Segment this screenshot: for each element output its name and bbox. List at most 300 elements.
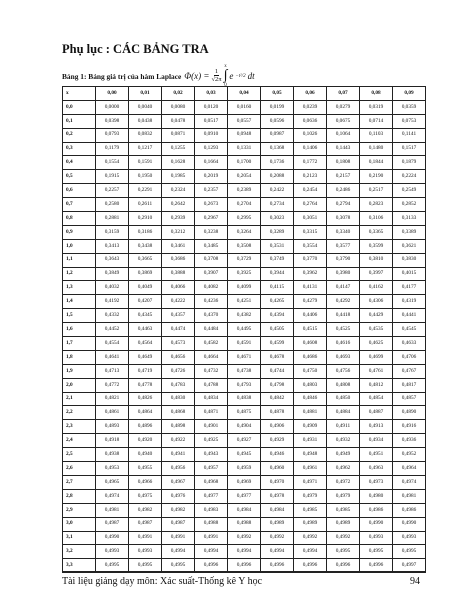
table-cell: 0,4988 — [228, 517, 261, 531]
table-row — [63, 420, 426, 434]
table-cell: 0,4996 — [228, 559, 261, 573]
table-cell: 0,4996 — [327, 559, 360, 573]
table-cell: 0,4382 — [228, 309, 261, 323]
table-cell: 0,4406 — [294, 309, 327, 323]
table-cell: 0,4279 — [294, 295, 327, 309]
table-cell: 0,4972 — [327, 475, 360, 489]
table-cell: 0,4429 — [360, 309, 393, 323]
table-cell: 0,4846 — [294, 392, 327, 406]
table-cell: 0,3997 — [360, 267, 393, 281]
table-cell: 0,4961 — [294, 462, 327, 476]
row-header-x: 2,9 — [63, 503, 96, 517]
formula-fraction — [211, 69, 221, 84]
table-cell: 0,4147 — [327, 281, 360, 295]
table-cell: 0,4940 — [129, 448, 162, 462]
table-cell: 0,4993 — [96, 545, 129, 559]
table-cell: 0,4934 — [360, 434, 393, 448]
table-cell: 0,4772 — [96, 378, 129, 392]
formula-lhs: Φ(x) = — [184, 71, 210, 81]
table-cell: 0,4625 — [360, 337, 393, 351]
table-cell: 0,2357 — [195, 184, 228, 198]
table-cell: 0,0596 — [261, 114, 294, 128]
table-cell: 0,2422 — [261, 184, 294, 198]
table-cell: 0,4767 — [393, 364, 426, 378]
table-cell: 0,4992 — [327, 531, 360, 545]
table-cell: 0,0438 — [129, 114, 162, 128]
table-body — [63, 100, 426, 572]
row-header-x: 0,2 — [63, 128, 96, 142]
table-cell: 0,4969 — [228, 475, 261, 489]
formula-dt: dt — [247, 71, 255, 81]
table-cell: 0,4909 — [294, 420, 327, 434]
table-cell: 0,4394 — [261, 309, 294, 323]
table-cell: 0,4649 — [129, 350, 162, 364]
table-cell: 0,4783 — [162, 378, 195, 392]
column-header: 0,09 — [393, 87, 426, 101]
table-cell: 0,3729 — [228, 253, 261, 267]
table-cell: 0,4974 — [393, 475, 426, 489]
row-header-x: 2,4 — [63, 434, 96, 448]
table-cell: 0,4956 — [162, 462, 195, 476]
table-cell: 0,4967 — [162, 475, 195, 489]
table-cell: 0,4292 — [327, 295, 360, 309]
table-cell: 0,4525 — [327, 323, 360, 337]
table-cell: 0,0199 — [261, 100, 294, 114]
table-cell: 0,4788 — [195, 378, 228, 392]
table-cell: 0,1064 — [327, 128, 360, 142]
row-header-x: 2,0 — [63, 378, 96, 392]
table-cell: 0,3438 — [129, 239, 162, 253]
table-cell: 0,4920 — [129, 434, 162, 448]
laplace-table — [62, 86, 426, 573]
table-cell: 0,4990 — [360, 517, 393, 531]
table-cell: 0,4049 — [129, 281, 162, 295]
table-cell: 0,1480 — [360, 142, 393, 156]
table-cell: 0,1985 — [162, 170, 195, 184]
exp-power: −t²/2 — [235, 73, 246, 79]
table-cell: 0,3023 — [261, 212, 294, 226]
row-header-x: 1,0 — [63, 239, 96, 253]
table-cell: 0,4918 — [96, 434, 129, 448]
table-cell: 0,4744 — [261, 364, 294, 378]
table-cell: 0,1950 — [129, 170, 162, 184]
row-header-x: 0,7 — [63, 198, 96, 212]
table-header-row — [63, 87, 426, 101]
table-cell: 0,0319 — [360, 100, 393, 114]
table-cell: 0,3289 — [261, 225, 294, 239]
table-cell: 0,4678 — [261, 350, 294, 364]
table-cell: 0,4965 — [96, 475, 129, 489]
table-row — [63, 156, 426, 170]
table-cell: 0,4838 — [228, 392, 261, 406]
table-cell: 0,4979 — [294, 489, 327, 503]
table-cell: 0,4989 — [327, 517, 360, 531]
row-header-x: 0,9 — [63, 225, 96, 239]
row-header-x: 2,8 — [63, 489, 96, 503]
row-header-x: 1,1 — [63, 253, 96, 267]
table-cell: 0,0080 — [162, 100, 195, 114]
table-cell: 0,4901 — [195, 420, 228, 434]
page-title: Phụ lục : CÁC BẢNG TRA — [62, 42, 209, 56]
table-cell: 0,4979 — [327, 489, 360, 503]
table-cell: 0,3159 — [96, 225, 129, 239]
table-cell: 0,4943 — [195, 448, 228, 462]
table-cell: 0,4968 — [195, 475, 228, 489]
table-cell: 0,4871 — [195, 406, 228, 420]
table-cell: 0,4993 — [393, 531, 426, 545]
table-cell: 0,4982 — [162, 503, 195, 517]
table-cell: 0,4931 — [294, 434, 327, 448]
table-cell: 0,2019 — [195, 170, 228, 184]
table-cell: 0,3686 — [162, 253, 195, 267]
table-cell: 0,0517 — [195, 114, 228, 128]
row-header-x: 1,2 — [63, 267, 96, 281]
row-header-x: 2,6 — [63, 462, 96, 476]
table-cell: 0,4995 — [360, 545, 393, 559]
table-cell: 0,4990 — [96, 531, 129, 545]
table-cell: 0,0832 — [129, 128, 162, 142]
table-row — [63, 378, 426, 392]
table-cell: 0,4332 — [96, 309, 129, 323]
row-header-x: 1,4 — [63, 295, 96, 309]
table-cell: 0,1103 — [360, 128, 393, 142]
row-header-x: 0,4 — [63, 156, 96, 170]
table-cell: 0,3264 — [228, 225, 261, 239]
table-cell: 0,4932 — [327, 434, 360, 448]
table-cell: 0,4452 — [96, 323, 129, 337]
table-row — [63, 517, 426, 531]
table-cell: 0,4995 — [96, 559, 129, 573]
table-cell: 0,4993 — [360, 531, 393, 545]
table-row — [63, 114, 426, 128]
table-cell: 0,4986 — [360, 503, 393, 517]
row-header-x: 3,1 — [63, 531, 96, 545]
table-cell: 0,0793 — [96, 128, 129, 142]
column-header: 0,04 — [228, 87, 261, 101]
table-cell: 0,4082 — [195, 281, 228, 295]
table-cell: 0,4922 — [162, 434, 195, 448]
table-cell: 0,2823 — [360, 198, 393, 212]
table-cell: 0,3944 — [261, 267, 294, 281]
row-header-x: 0,8 — [63, 212, 96, 226]
row-header-x: 3,3 — [63, 559, 96, 573]
table-cell: 0,4987 — [96, 517, 129, 531]
table-cell: 0,4994 — [294, 545, 327, 559]
table-cell: 0,4976 — [162, 489, 195, 503]
table-cell: 0,1915 — [96, 170, 129, 184]
table-cell: 0,4793 — [228, 378, 261, 392]
row-header-x: 1,6 — [63, 323, 96, 337]
table-cell: 0,0987 — [261, 128, 294, 142]
row-header-x: 1,3 — [63, 281, 96, 295]
table-cell: 0,1772 — [294, 156, 327, 170]
table-cell: 0,3621 — [393, 239, 426, 253]
table-cell: 0,3186 — [129, 225, 162, 239]
table-cell: 0,4868 — [162, 406, 195, 420]
table-cell: 0,3554 — [294, 239, 327, 253]
table-cell: 0,4564 — [129, 337, 162, 351]
row-header-x: 1,8 — [63, 350, 96, 364]
table-cell: 0,4842 — [261, 392, 294, 406]
table-cell: 0,2291 — [129, 184, 162, 198]
table-cell: 0,4925 — [195, 434, 228, 448]
table-cell: 0,4984 — [228, 503, 261, 517]
table-cell: 0,4970 — [261, 475, 294, 489]
table-cell: 0,4834 — [195, 392, 228, 406]
table-cell: 0,2190 — [360, 170, 393, 184]
table-cell: 0,4990 — [393, 517, 426, 531]
table-cell: 0,4981 — [393, 489, 426, 503]
table-cell: 0,4803 — [294, 378, 327, 392]
table-cell: 0,4778 — [129, 378, 162, 392]
table-cell: 0,0871 — [162, 128, 195, 142]
table-row — [63, 406, 426, 420]
integral-upper: x — [224, 64, 227, 69]
table-cell: 0,4994 — [162, 545, 195, 559]
table-cell: 0,4987 — [129, 517, 162, 531]
table-cell: 0,4987 — [162, 517, 195, 531]
page-number: 94 — [410, 576, 420, 587]
table-cell: 0,4573 — [162, 337, 195, 351]
table-cell: 0,4798 — [261, 378, 294, 392]
table-cell: 0,0636 — [294, 114, 327, 128]
table-cell: 0,2123 — [294, 170, 327, 184]
footer-text: Tài liệu giảng dạy môn: Xác suất-Thống kê Y học — [62, 576, 263, 587]
table-cell: 0,4977 — [195, 489, 228, 503]
table-cell: 0,4817 — [393, 378, 426, 392]
fraction-numerator: 1 — [214, 67, 219, 75]
table-cell: 0,4995 — [393, 545, 426, 559]
row-header-x: 2,3 — [63, 420, 96, 434]
table-cell: 0,4370 — [195, 309, 228, 323]
table-cell: 0,4864 — [129, 406, 162, 420]
table-cell: 0,4608 — [294, 337, 327, 351]
table-cell: 0,4032 — [96, 281, 129, 295]
table-cell: 0,4985 — [327, 503, 360, 517]
column-header: 0,05 — [261, 87, 294, 101]
table-cell: 0,4441 — [393, 309, 426, 323]
table-cell: 0,4989 — [261, 517, 294, 531]
table-cell: 0,4994 — [228, 545, 261, 559]
table-cell: 0,4664 — [195, 350, 228, 364]
integral-symbol: ∫ — [223, 68, 228, 83]
table-row — [63, 184, 426, 198]
table-cell: 0,0714 — [360, 114, 393, 128]
row-header-x: 1,7 — [63, 337, 96, 351]
table-cell: 0,4582 — [195, 337, 228, 351]
table-cell: 0,1628 — [162, 156, 195, 170]
table-cell: 0,4265 — [261, 295, 294, 309]
table-cell: 0,0948 — [228, 128, 261, 142]
table-cell: 0,2224 — [393, 170, 426, 184]
table-cell: 0,4099 — [228, 281, 261, 295]
table-cell: 0,4994 — [195, 545, 228, 559]
table-cell: 0,4236 — [195, 295, 228, 309]
table-cell: 0,2054 — [228, 170, 261, 184]
table-cell: 0,4966 — [129, 475, 162, 489]
table-cell: 0,3485 — [195, 239, 228, 253]
table-row — [63, 128, 426, 142]
table-cell: 0,4936 — [393, 434, 426, 448]
table-cell: 0,4686 — [294, 350, 327, 364]
row-header-x: 2,1 — [63, 392, 96, 406]
table-cell: 0,4992 — [228, 531, 261, 545]
table-cell: 0,4995 — [129, 559, 162, 573]
table-cell: 0,4830 — [162, 392, 195, 406]
table-cell: 0,2794 — [327, 198, 360, 212]
table-row — [63, 295, 426, 309]
row-header-x: 3,2 — [63, 545, 96, 559]
table-cell: 0,4656 — [162, 350, 195, 364]
table-cell: 0,0359 — [393, 100, 426, 114]
table-cell: 0,4911 — [327, 420, 360, 434]
table-cell: 0,3238 — [195, 225, 228, 239]
table-cell: 0,4955 — [129, 462, 162, 476]
table-cell: 0,4941 — [162, 448, 195, 462]
exp-base: e — [229, 71, 234, 81]
row-header-x: 1,5 — [63, 309, 96, 323]
table-cell: 0,4896 — [129, 420, 162, 434]
table-cell: 0,4641 — [96, 350, 129, 364]
table-cell: 0,2642 — [162, 198, 195, 212]
table-row — [63, 350, 426, 364]
table-cell: 0,4959 — [228, 462, 261, 476]
table-cell: 0,3133 — [393, 212, 426, 226]
table-cell: 0,0675 — [327, 114, 360, 128]
table-row — [63, 475, 426, 489]
table-cell: 0,1368 — [261, 142, 294, 156]
table-cell: 0,1808 — [327, 156, 360, 170]
table-cell: 0,3340 — [327, 225, 360, 239]
table-cell: 0,3888 — [162, 267, 195, 281]
table-cell: 0,4495 — [228, 323, 261, 337]
row-header-x: 2,7 — [63, 475, 96, 489]
table-cell: 0,4906 — [261, 420, 294, 434]
table-cell: 0,1700 — [228, 156, 261, 170]
table-cell: 0,4992 — [294, 531, 327, 545]
table-cell: 0,4916 — [393, 420, 426, 434]
table-row — [63, 212, 426, 226]
table-row — [63, 253, 426, 267]
table-cell: 0,2389 — [228, 184, 261, 198]
table-cell: 0,3962 — [294, 267, 327, 281]
table-cell: 0,4996 — [360, 559, 393, 573]
column-header: 0,01 — [129, 87, 162, 101]
table-cell: 0,1026 — [294, 128, 327, 142]
table-cell: 0,3770 — [294, 253, 327, 267]
table-cell: 0,3212 — [162, 225, 195, 239]
integral-lower: 0 — [224, 83, 227, 88]
table-cell: 0,1293 — [195, 142, 228, 156]
table-cell: 0,1141 — [393, 128, 426, 142]
table-cell: 0,3925 — [228, 267, 261, 281]
table-cell: 0,4984 — [261, 503, 294, 517]
table-cell: 0,2704 — [228, 198, 261, 212]
table-cell: 0,4994 — [261, 545, 294, 559]
table-cell: 0,3051 — [294, 212, 327, 226]
table-cell: 0,4812 — [360, 378, 393, 392]
table-cell: 0,3508 — [228, 239, 261, 253]
table-cell: 0,4750 — [294, 364, 327, 378]
row-header-x: 0,1 — [63, 114, 96, 128]
table-cell: 0,3849 — [96, 267, 129, 281]
table-cell: 0,4929 — [261, 434, 294, 448]
table-cell: 0,2486 — [327, 184, 360, 198]
row-header-x: 0,3 — [63, 142, 96, 156]
table-cell: 0,4192 — [96, 295, 129, 309]
table-cell: 0,4719 — [129, 364, 162, 378]
column-header: 0,08 — [360, 87, 393, 101]
table-cell: 0,3790 — [327, 253, 360, 267]
table-cell: 0,1217 — [129, 142, 162, 156]
table-cell: 0,4545 — [393, 323, 426, 337]
table-cell: 0,4177 — [393, 281, 426, 295]
table-row — [63, 434, 426, 448]
table-cell: 0,3315 — [294, 225, 327, 239]
table-cell: 0,4981 — [96, 503, 129, 517]
table-cell: 0,4951 — [360, 448, 393, 462]
table-cell: 0,2580 — [96, 198, 129, 212]
table-row — [63, 309, 426, 323]
table-cell: 0,4732 — [195, 364, 228, 378]
table-cell: 0,4904 — [228, 420, 261, 434]
table-cell: 0,2257 — [96, 184, 129, 198]
table-cell: 0,0000 — [96, 100, 129, 114]
table-cell: 0,4131 — [294, 281, 327, 295]
table-cell: 0,4957 — [195, 462, 228, 476]
table-cell: 0,3980 — [327, 267, 360, 281]
column-header-x: x — [63, 87, 96, 101]
table-cell: 0,0120 — [195, 100, 228, 114]
footer-rule — [62, 571, 426, 572]
integral-limits — [224, 64, 228, 88]
table-cell: 0,4671 — [228, 350, 261, 364]
table-cell: 0,2611 — [129, 198, 162, 212]
table-cell: 0,0478 — [162, 114, 195, 128]
table-cell: 0,2764 — [294, 198, 327, 212]
table-cell: 0,4985 — [294, 503, 327, 517]
table-cell: 0,4938 — [96, 448, 129, 462]
table-cell: 0,0398 — [96, 114, 129, 128]
table-cell: 0,4992 — [261, 531, 294, 545]
table-row — [63, 170, 426, 184]
table-cell: 0,0160 — [228, 100, 261, 114]
table-cell: 0,1331 — [228, 142, 261, 156]
table-cell: 0,4991 — [129, 531, 162, 545]
table-cell: 0,4962 — [327, 462, 360, 476]
table-cell: 0,3078 — [327, 212, 360, 226]
table-row — [63, 364, 426, 378]
table-cell: 0,2517 — [360, 184, 393, 198]
table-cell: 0,4756 — [327, 364, 360, 378]
table-cell: 0,2324 — [162, 184, 195, 198]
table-cell: 0,3599 — [360, 239, 393, 253]
table-row — [63, 225, 426, 239]
table-cell: 0,4854 — [360, 392, 393, 406]
table-cell: 0,4991 — [195, 531, 228, 545]
table-cell: 0,4991 — [162, 531, 195, 545]
table-cell: 0,1736 — [261, 156, 294, 170]
table-cell: 0,1517 — [393, 142, 426, 156]
table-cell: 0,3749 — [261, 253, 294, 267]
table-cell: 0,4826 — [129, 392, 162, 406]
table-cell: 0,3461 — [162, 239, 195, 253]
table-cell: 0,1554 — [96, 156, 129, 170]
table-row — [63, 503, 426, 517]
table-cell: 0,4946 — [261, 448, 294, 462]
table-cell: 0,4484 — [195, 323, 228, 337]
table-cell: 0,4345 — [129, 309, 162, 323]
